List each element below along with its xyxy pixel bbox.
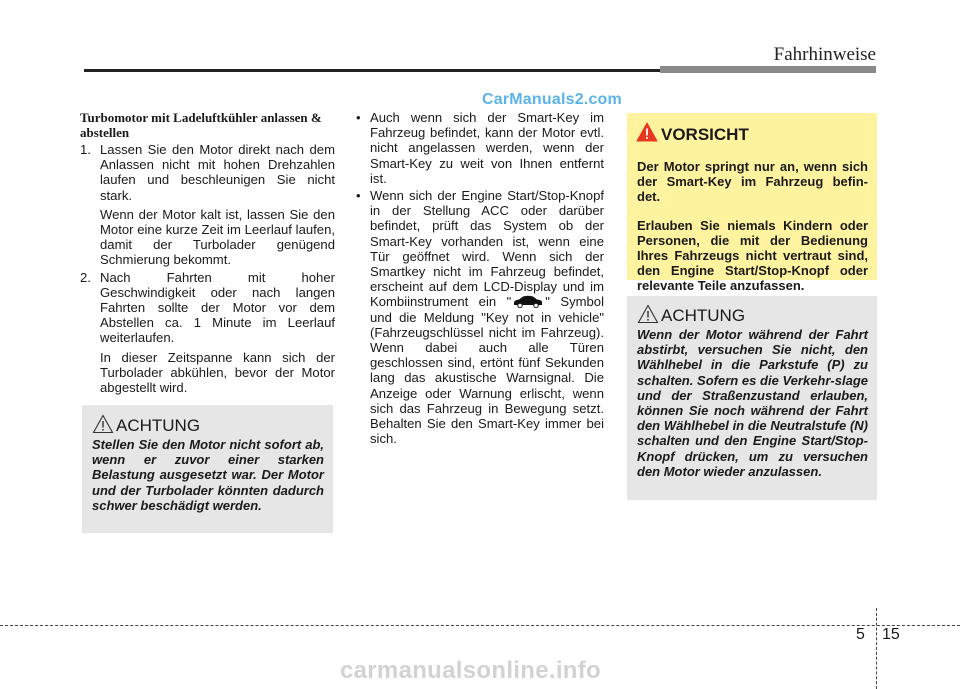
warning-triangle-icon [637, 304, 659, 324]
warning-triangle-icon [92, 414, 114, 434]
item-paragraph: Nach Fahrten mit hoher Geschwindigkeit oder nach langen Fahrten sollte der Motor vor dem Abstellen ca. 1 Minute im Leerlauf weiterlaufen. [100, 269, 335, 346]
achtung-box-left [82, 405, 333, 533]
page-number: 15 [882, 626, 900, 643]
bullet-text-after-icon: " Symbol und die Meldung "Key not in vehicle" (Fahrzeugschlüssel nicht im Fahrzeug). Wenn dabei auch alle Türen geschlossen sind, ertönt fünf Sekunden lang das akustische Warnsignal. Die Anzeige oder Warnung erlischt, wenn sich das Fahrzeug in Bewegung setzt. Behalten Sie den Smart-Key immer bei sich. [370, 294, 604, 447]
item-paragraph: In dieser Zeitspanne kann sich der Turbolader abkühlen, bevor der Motor abgestellt wird. [100, 349, 335, 396]
numbered-item-1 [80, 142, 335, 268]
bullet-item-2 [354, 188, 604, 446]
chapter-number: 5 [856, 626, 865, 643]
bullet-text: Auch wenn sich der Smart-Key im Fahrzeug befindet, kann der Motor evtl. nicht angelassen werden, wenn der Smart-Key zu weit von Ihnen entfernt ist. [370, 110, 604, 186]
achtung-title: ACHTUNG [661, 306, 746, 325]
achtung-title: ACHTUNG [116, 416, 201, 435]
watermark-top: CarManuals2.com [482, 91, 622, 108]
achtung-text: Wenn der Motor während der Fahrt abstirbt, versuchen Sie nicht, den Wählhebel in die Parkstufe (P) zu schalten. Sofern es die Verkehr-slage und der Straßenzustand erlauben, können Sie noch während der Fahrt den Wählhebel in die Neutralstufe (N) schalten und den Engine Start/Stop-Knopf drücken, um zu versuchen den Motor wieder anzulassen. [637, 327, 868, 479]
middle-column [354, 110, 604, 446]
bullet-mark: • [356, 188, 361, 204]
vorsicht-box [627, 113, 877, 294]
achtung-text: Stellen Sie den Motor nicht sofort ab, wenn er zuvor einer starken Belastung ausgesetzt war. Der Motor und der Turbolader könnten dadurch schwer beschädigt werden. [92, 437, 324, 513]
footer-rule [0, 625, 960, 626]
bullet-text-before-icon: Wenn sich der Engine Start/Stop-Knopf in der Stellung ACC oder darüber befindet, prüft das System ob der Smart-Key vorhanden ist, wenn eine Tür geöffnet wird. Wenn sich der Smartkey nicht im Fahrzeug befindet, erscheint auf dem LCD-Display und im Kombiinstrument ein " [370, 188, 604, 310]
bullet-mark: • [356, 110, 361, 125]
header-rule-accent [660, 66, 876, 73]
bullet-text [370, 188, 604, 446]
achtung-box-right [627, 296, 877, 500]
page-divider [876, 608, 877, 689]
watermark-bottom: carmanualsonline.info [340, 657, 602, 684]
vorsicht-paragraph: Erlauben Sie niemals Kindern oder Personen, die mit der Bedienung Ihres Fahrzeugs nicht vertraut sind, den Engine Start/Stop-Knopf oder relevante Teile anzufassen. [637, 217, 868, 294]
item-paragraph: Lassen Sie den Motor direkt nach dem Anlassen nicht mit hohen Drehzahlen laufen und beschleunigen Sie nicht stark. [100, 142, 335, 203]
warning-triangle-icon [636, 122, 658, 142]
item-number: 2. [80, 269, 91, 285]
section-heading: Turbomotor mit Ladeluftkühler anlassen & abstellen [80, 110, 322, 140]
header-rule [84, 69, 660, 72]
numbered-item-2 [80, 270, 335, 396]
vorsicht-paragraph: Der Motor springt nur an, wenn sich der Smart-Key im Fahrzeug befin-det. [637, 159, 868, 205]
car-key-missing-icon [511, 294, 545, 308]
vorsicht-title: VORSICHT [661, 125, 749, 144]
item-paragraph: Wenn der Motor kalt ist, lassen Sie den Motor eine kurze Zeit im Leerlauf laufen, damit der Turbolader genügend Schmierung bekommt. [100, 206, 335, 268]
left-column [80, 110, 335, 395]
vorsicht-text [637, 146, 868, 307]
item-number: 1. [80, 142, 91, 157]
bullet-item-1 [354, 110, 604, 186]
header-title: Fahrhinweise [773, 44, 876, 65]
